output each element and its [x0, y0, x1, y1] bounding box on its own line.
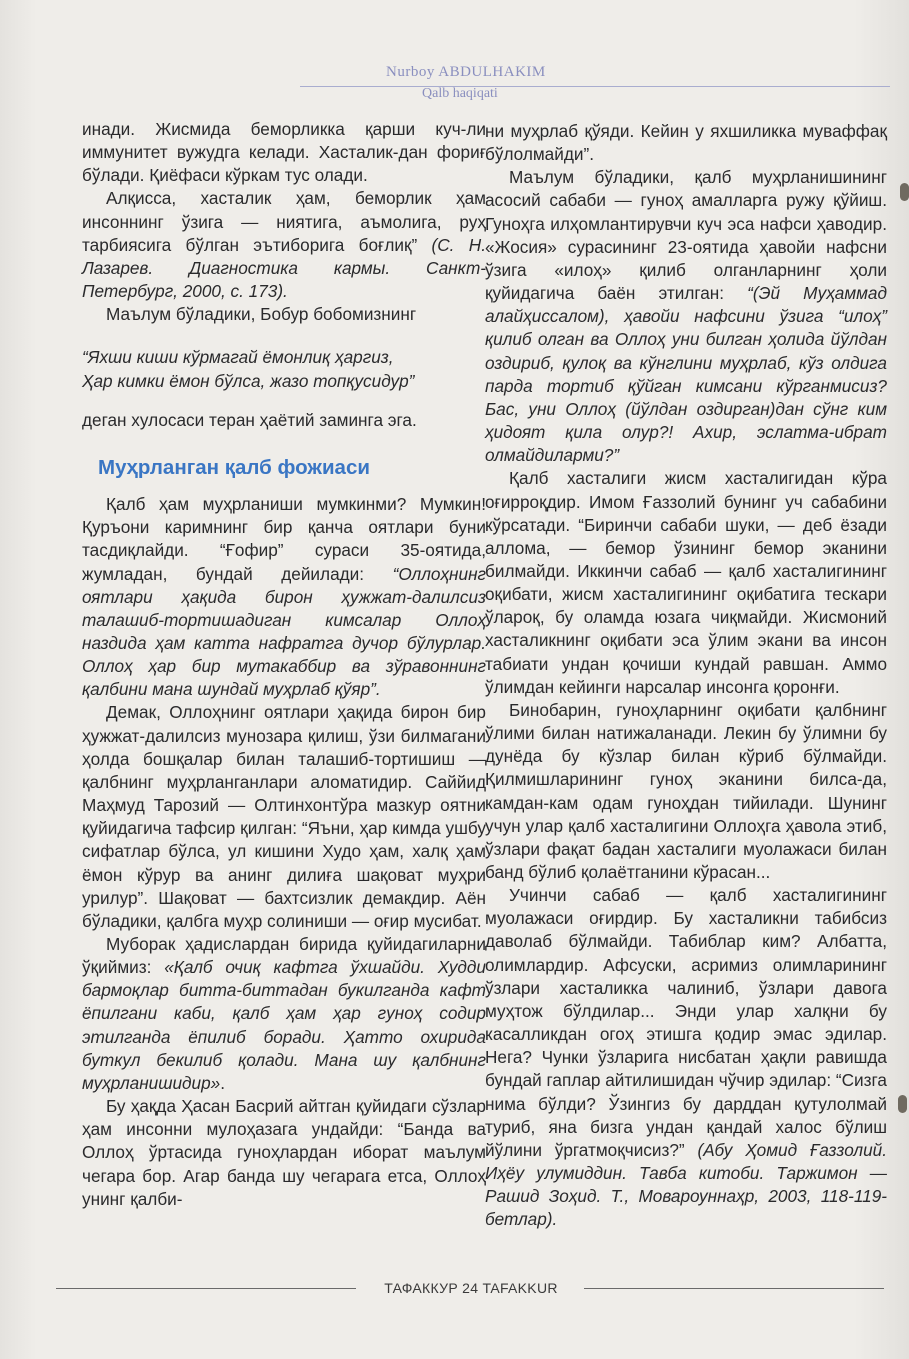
punctuation: .	[220, 1072, 226, 1093]
paragraph: ни муҳрлаб қўяди. Кейин у яхшиликка муваффақ бўлолмайди”.	[485, 121, 887, 165]
section-title: Муҳрланган қалб фожиаси	[98, 455, 370, 479]
paragraph: Демак, Оллоҳнинг оятлари ҳақида бирон бир ҳужжат-далилсиз мунозара қилиш, ўзи билмагани ҳолда бошқалар билан талашиб-тортишиш — қалбнинг муҳрланганлари аломатидир. Саййид Маҳмуд Тарозий — Олтинхонтўра мазкур оятни қуйидагича тафсир қилган: “Яъни, ҳар кимда ушбу сифатлар бўлса, ул кишини Худо ҳам, халқ ҳам ёмон кўрур ва анинг дилиға шақоват муҳри урилур”. Шақоват — бахтсизлик демакдир. Аён бўладики, қалбга муҳр солиниши — оғир мусибат.	[82, 702, 486, 931]
paragraph	[82, 187, 486, 303]
paragraph-text: Алқисса, хасталик ҳам, беморлик ҳам инсоннинг ўзига — ниятига, аъмолига, руҳ тарбиясига бўлган эътиборига боғлиқ”	[82, 188, 486, 255]
footer-rule-left	[56, 1288, 356, 1289]
header-author: Nurboy ABDULHAKIM	[386, 64, 546, 80]
header-subtitle: Qalb haqiqati	[422, 86, 498, 101]
paragraph: Бу ҳақда Ҳасан Басрий айтган қуйидаги сўзлар ҳам инсонни мулоҳазага ундайди: “Банда ва Оллоҳ ўртасида гуноҳлардан иборат маълум чегара бор. Агар банда шу чегарага етса, Оллоҳ унинг қалби-	[82, 1096, 486, 1209]
footer-page-label: ТАФАККУР 24 TAFAKKUR	[384, 1280, 558, 1296]
poem-quote	[82, 346, 486, 392]
right-column	[485, 120, 887, 1232]
poem-line: Ҳар кимки ёмон бўлса, жазо топқусидур”	[82, 370, 415, 391]
paragraph	[485, 166, 887, 467]
citation: (С. Н. Лазарев. Диагностика кармы. Санкт-Петербург, 2000, с. 173).	[82, 234, 486, 302]
paragraph: Қалб хасталиги жисм хасталигидан кўра оғирроқдир. Имом Ғаззолий бунинг уч сабабини кўрсатади. “Биринчи сабаби шуки, — деб ёзади аллома, — бемор ўзининг бемор эканини билмайди. Иккинчи сабаб — қалб хасталигининг оқибати, жисм хасталигининг оқибатига тескари ўлароқ, бу оламда юзага чиқмайди. Жисмоний хасталикнинг оқибати эса ўлим экани ва инсон табиати ундан қочиши кундай равшан. Аммо ўлимдан кейинги нарсалар инсонга қоронғи.	[485, 468, 887, 697]
binder-hole	[898, 1095, 907, 1113]
footer-rule-right	[584, 1288, 884, 1289]
paragraph	[82, 933, 486, 1095]
paragraph-text: Муборак ҳадислардан бирида қуйидагиларни ўқиймиз:	[82, 934, 486, 978]
paragraph-text: Қалб ҳам муҳрланиши мумкинми? Мумкин! Қуръони каримнинг бир қанча оятлари буни тасдиқлайди. “Ғофир” сураси 35-оятида, жумладан, бундай дейилади:	[82, 494, 486, 584]
paragraph	[82, 493, 486, 701]
paragraph-text: Маълум бўладики, қалб муҳрланишининг асосий сабаби — гуноҳ амалларга ружу қўйиш. Гуноҳга илҳомлантирувчи куч эса нафси ҳаводир. «Жосия» сурасининг 23-оятида ҳавойи нафсни ўзига «илоҳ» қилиб олганларнинг ҳоли қуйидагича баён этилган:	[485, 167, 887, 304]
paragraph-text: Учинчи сабаб — қалб хасталигининг муолажаси оғирдир. Бу хасталикни табибсиз даволаб бўлмайди. Табиблар ким? Албатта, олимлардир. Афсуски, асримиз олимларининг ўзлари хасталикка чалиниб, ўзлари давога муҳтож бўлдилар... Энди улар халқни бу касалликдан огоҳ этишга қодир эмас эдилар. Нега? Чунки ўзларига нисбатан ҳақли равишда бундай гаплар айтилишидан чўчир эдилар: “Сизга нима бўлди? Ўзингиз бу дарддан қутулолмай туриб, яна бизга ундан қандай халос бўлиш йўлини ўргатмоқчисиз?”	[485, 885, 887, 1160]
left-column	[82, 118, 486, 1211]
paragraph: деган хулосаси теран ҳаётий заминга эга.	[82, 409, 417, 430]
quran-quote: “Оллоҳнинг оятлари ҳақида бирон ҳужжат-далилсиз талашиб-тортишадиган кимсалар Оллоҳ наздида ҳам катта нафратга дучор бўлурлар. Оллоҳ ҳар бир мутакаббир ва зўравоннинг қалбини мана шундай муҳрлаб қўяр”.	[82, 563, 486, 700]
paragraph: Бинобарин, гуноҳларнинг оқибати қалбнинг ўлими билан натижаланади. Лекин бу ўлимни бу дунёда бу кўзлар билан кўриб бўлмайди. Қилмишларининг гуноҳ эканини билса-да, камдан-кам одам гуноҳдан тийилади. Шунинг учун улар қалб хасталигини Оллоҳга ҳавола этиб, ўзлари фақат бадан хасталиги муолажаси билан банд бўлиб қолаётганини кўрасан...	[485, 699, 887, 882]
paragraph: Маълум бўладики, Бобур бобомизнинг	[106, 304, 417, 325]
paragraph: инади. Жисмида беморликка қарши куч-ли иммунитет вужудга келади. Хасталик-дан фориғ бўлади. Қиёфаси кўркам тус олади.	[82, 119, 486, 186]
header-rule	[300, 86, 890, 87]
citation: (Абу Ҳомид Ғаззолий. Иҳёу улумиддин. Тавба китоби. Таржимон — Рашид Зоҳид. Т., Мовароуннаҳр, 2003, 118-119-бетлар).	[485, 1139, 887, 1230]
paragraph	[485, 884, 887, 1231]
quran-quote: “(Эй Муҳаммад алайҳиссалом), ҳавойи нафсини ўзига “илоҳ” қилиб олган ва Оллоҳ уни билган ҳолида йўлдан оздириб, қулоқ ва кўнглини муҳрлаб, кўз олдига парда тортиб қўйган кимсани кўрганмисиз? Бас, уни Оллоҳ (йўлдан оздирган)дан сўнг ким ҳидоят қила олур?! Ахир, эслатма-ибрат олмайдиларми?”	[485, 283, 887, 466]
hadith-quote: «Қалб очиқ кафтга ўхшайди. Худди бармоқлар битта-биттадан букилганда кафт ёпилгани каби, қалб ҳам ҳар гуноҳ содир этилганда ёпилиб боради. Ҳатто охирида буткул бекилиб қолади. Мана шу қалбнинг муҳрланишидир»	[82, 957, 486, 1093]
poem-line: “Яхши киши кўрмагай ёмонлиқ ҳаргиз,	[82, 347, 394, 368]
binder-hole	[900, 183, 909, 201]
